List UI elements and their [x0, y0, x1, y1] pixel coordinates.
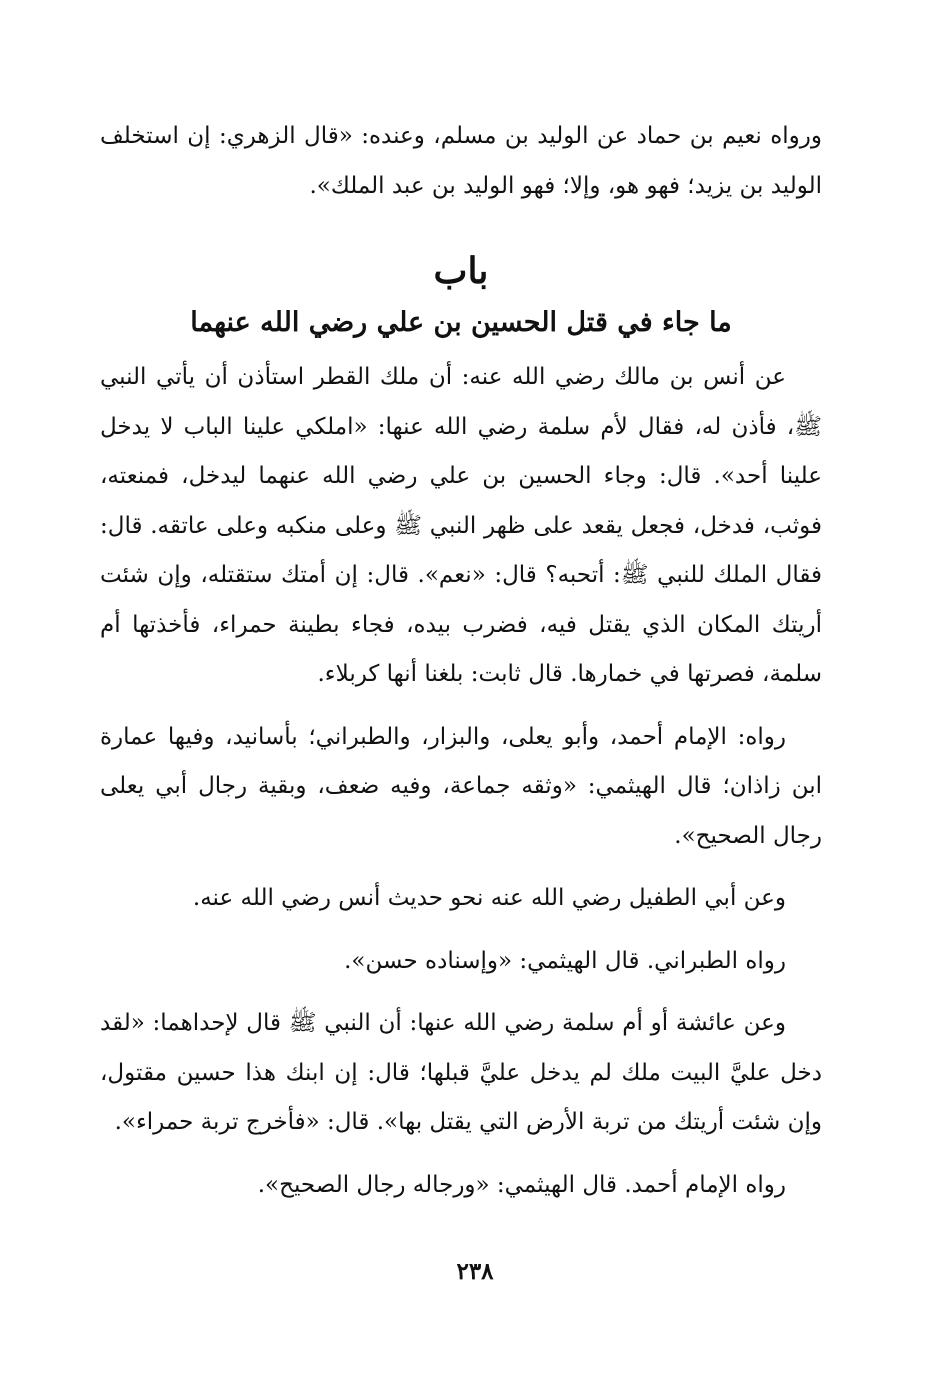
page-number: ٢٣٨	[456, 1258, 494, 1285]
section-label: باب	[433, 250, 489, 292]
narration-note-paragraph: رواه: الإمام أحمد، وأبو يعلى، والبزار، والطبراني؛ بأسانيد، وفيها عمارة ابن زاذان؛ قال الهيثمي: «وثقه جماعة، وفيه ضعف، وبقية رجال أبي يعلى رجال الصحيح».	[100, 723, 822, 849]
narration-note-paragraph: رواه الإمام أحمد. قال الهيثمي: «ورجاله رجال الصحيح».	[257, 1171, 786, 1198]
hadith-aisha-paragraph: وعن عائشة أو أم سلمة رضي الله عنها: أن النبي ﷺ قال لإحداهما: «لقد دخل عليَّ البيت ملك لم يدخل عليَّ قبلها؛ قال: إن ابنك هذا حسين مقتول، وإن شئت أريتك من تربة الأرض التي يقتل بها». قال: «فأخرج تربة حمراء».	[100, 1010, 822, 1135]
intro-paragraph: ورواه نعيم بن حماد عن الوليد بن مسلم، وعنده: «قال الزهري: إن استخلف الوليد بن يزيد؛ فهو هو، وإلا؛ فهو الوليد بن عبد الملك».	[100, 123, 822, 199]
narration-note-paragraph: رواه الطبراني. قال الهيثمي: «وإسناده حسن».	[344, 947, 786, 974]
section-title: ما جاء في قتل الحسين بن علي رضي الله عنهما	[190, 307, 732, 338]
page-body	[100, 112, 822, 1223]
hadith-anas-paragraph: عن أنس بن مالك رضي الله عنه: أن ملك القطر استأذن أن يأتي النبي ﷺ، فأذن له، فقال لأم سلمة رضي الله عنها: «املكي علينا الباب لا يدخل علينا أحد». قال: وجاء الحسين بن علي رضي الله عنهما ليدخل، فمنعته، فوثب، فدخل، فجعل يقعد على ظهر النبي ﷺ وعلى منكبه وعلى عاتقه. قال: فقال الملك للنبي ﷺ: أتحبه؟ قال: «نعم». قال: إن أمتك ستقتله، وإن شئت أريتك المكان الذي يقتل فيه، فضرب بيده، فجاء بطينة حمراء، فأخذتها أم سلمة، فصرتها في خمارها. قال ثابت: بلغنا أنها كربلاء.	[100, 364, 822, 687]
hadith-abu-tufail-paragraph: وعن أبي الطفيل رضي الله عنه نحو حديث أنس رضي الله عنه.	[192, 885, 786, 911]
